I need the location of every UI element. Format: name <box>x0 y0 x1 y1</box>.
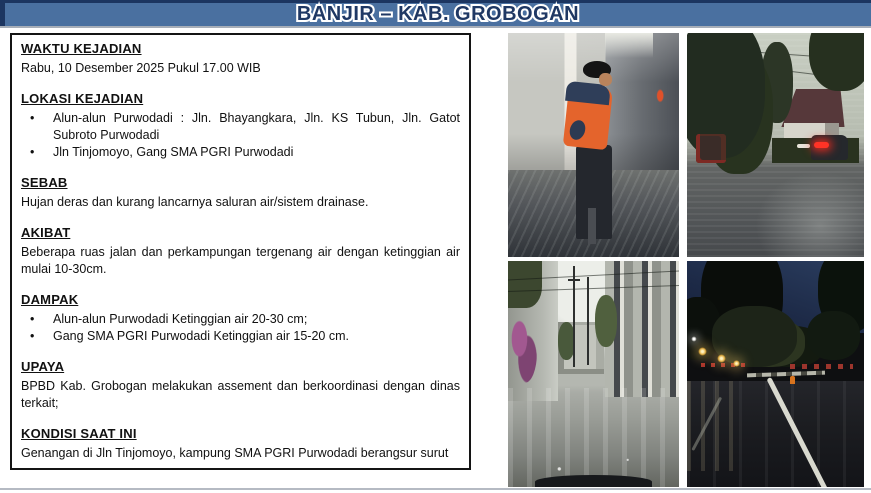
page-bottom-rule <box>0 488 871 490</box>
section-heading: WAKTU KEJADIAN <box>21 41 142 56</box>
section-sebab <box>21 174 460 211</box>
photo3-purple-plant <box>510 315 537 383</box>
page-title: BANJIR – KAB. GROBOGAN <box>296 3 580 25</box>
photo4-streetlight <box>698 347 707 356</box>
photo4-red-flowers <box>790 364 854 369</box>
bullet-list <box>21 110 460 161</box>
photo2-parked-vehicle <box>696 134 726 163</box>
photo2-tree <box>761 42 793 123</box>
section-akibat <box>21 224 460 278</box>
photo3-pole-crossarm <box>568 279 580 281</box>
section-heading: AKIBAT <box>21 225 71 240</box>
photo4-curb-stripes <box>747 370 825 377</box>
section-heading: KONDISI SAAT INI <box>21 426 137 441</box>
photo1-officer-shin <box>588 208 596 244</box>
section-dampak <box>21 291 460 345</box>
list-item: • Alun-alun Purwodadi : Jln. Bhayangkara, Jln. KS Tubun, Jln. Gatot Subroto Purwodadi <box>21 110 460 144</box>
photo4-foliage <box>807 311 860 361</box>
section-body: Hujan deras dan kurang lancarnya saluran air/sistem drainase. <box>21 195 369 209</box>
bullet-list <box>21 311 460 345</box>
photo3-utility-pole <box>587 277 589 365</box>
list-item: • Jln Tinjomoyo, Gang SMA PGRI Purwodadi <box>21 144 460 161</box>
section-heading: SEBAB <box>21 175 68 190</box>
title-banner <box>0 0 871 26</box>
photo-flooded-street-dusk <box>687 33 864 257</box>
section-upaya <box>21 358 460 412</box>
photo4-red-barriers <box>701 363 747 367</box>
photo2-taillight-glow <box>814 142 829 148</box>
photo4-streetlight-white <box>691 336 697 342</box>
photo1-sky <box>605 33 653 58</box>
photo-flooded-lane <box>508 261 679 487</box>
photo4-streetlight <box>717 354 726 363</box>
photo3-water-reflections <box>508 388 679 487</box>
photo-wet-street-night <box>687 261 864 487</box>
section-waktu-kejadian <box>21 40 460 77</box>
section-heading: DAMPAK <box>21 292 79 307</box>
photo4-traffic-cone <box>790 376 795 384</box>
section-body: BPBD Kab. Grobogan melakukan assement dan berkoordinasi dengan dinas terkait; <box>21 379 460 410</box>
section-kondisi-saat-ini <box>21 425 460 462</box>
photo4-light-reflections <box>687 381 740 471</box>
list-item: • Gang SMA PGRI Purwodadi Ketinggian air 15-20 cm. <box>21 328 460 345</box>
photo3-tree <box>595 295 617 347</box>
photo3-dashboard-silhouette <box>535 475 651 487</box>
photo2-tree <box>809 33 864 91</box>
photo1-officer-face <box>599 73 612 86</box>
list-item: • Alun-alun Purwodadi Ketinggian air 20-30 cm; <box>21 311 460 328</box>
photo-flood-alley-officer <box>508 33 679 257</box>
section-heading: UPAYA <box>21 359 65 374</box>
section-body: Genangan di Jln Tinjomoyo, kampung SMA PGRI Purwodadi berangsur surut <box>21 446 449 460</box>
report-panel <box>10 33 471 470</box>
banner-divider-rule <box>0 26 871 28</box>
photo3-foliage <box>508 261 542 308</box>
section-lokasi-kejadian <box>21 90 460 161</box>
section-heading: LOKASI KEJADIAN <box>21 91 144 106</box>
section-body: Beberapa ruas jalan dan perkampungan tergenang air dengan ketinggian air mulai 10-30cm. <box>21 245 460 276</box>
section-body: Rabu, 10 Desember 2025 Pukul 17.00 WIB <box>21 61 261 75</box>
